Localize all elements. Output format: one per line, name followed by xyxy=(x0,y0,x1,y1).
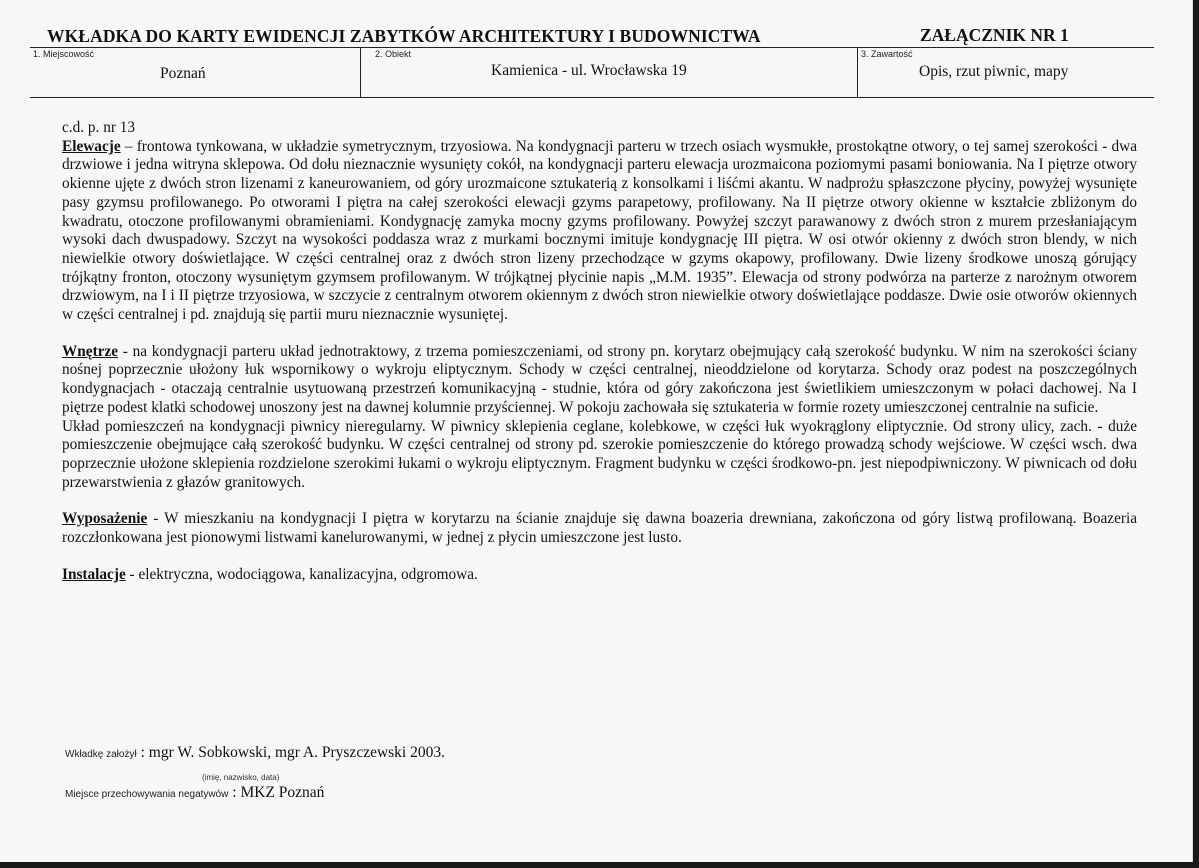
field-value-object: Kamienica - ul. Wrocławska 19 xyxy=(491,62,687,79)
storage-line: Miejsce przechowywania negatywów : MKZ Poznań xyxy=(65,784,325,801)
section-text: - W mieszkaniu na kondygnacji I piętra w korytarzu na ścianie znajduje się dawna boazeria drewniana, zakończona od góry listwą profilowaną. Boazeria rozczłonkowana jest pionowymi listwami kanelurowanymi, w jednej z płycin umieszczone jest lusto. xyxy=(62,510,1137,547)
field-label-object: 2. Obiekt xyxy=(375,49,412,59)
section-heading: Elewacje xyxy=(62,137,121,155)
section-text: - elektryczna, wodociągowa, kanalizacyjna, odgromowa. xyxy=(125,565,478,583)
header-bottom-rule xyxy=(30,97,1154,98)
field-label-contents: 3. Zawartość xyxy=(861,49,913,59)
section-text: – frontowa tynkowana, w układzie symetrycznym, trzyosiowa. Na kondygnacji parteru w trzech osiach wysmukłe, prostokątne otwory, o tej samej szerokości - dwa drzwiowe i jedna witryna sklepowa. Od dołu nieznacznie wysunięty cokół, na kondygnacji parteru elewacja urozmaicona poziomymi pasami boniowania. Na I piętrze otwory okienne ujęte z dwóch stron lizenami z kaneurowaniem, od góry urozmaicone sztukaterią z konsolkami i liśćmi akantu. W nadprożu spłaszczone płyciny, powyżej wysunięte pasy gzymsu profilowanego. Po otworami I piętra na całej szerokości elewacji gzyms parapetowy, profilowany. Na II piętrze otwory okienne w kształcie zbliżonym do kwadratu, otoczone profilowanymi obramieniami. Kondygnację zamyka mocny gzyms profilowany. Powyżej szczyt parawanowy z dwóch stron z murem przesłaniającym wysoki dach dwuspadowy. Szczyt na wysokości poddasza wraz z murkami bocznymi imituje kondygnację III piętra. W osi otwór okienny z dwóch stron blendy, w nich niewielkie otwory doświetlające. W części centralnej oraz z dwóch stron lizeny przechodzące w gzyms okapowy, profilowany. Dwie lizeny środkowe unoszą górujący trójkątny fronton, otoczony wysuniętym gzymsem profilowanym. W trójkątnej płycinie napis „M.M. 1935”. Elewacja od strony podwórza na parterze z narożnym otworem drzwiowym, na I i II piętrze trzyosiowa, w szczycie z centralnym otworem okiennym z dwóch stron niewielkie otwory doświetlające poddasze. Dwie osie otworów okiennych w części centralnej i pd. znajdują się partii muru nieznacznie wysuniętej. xyxy=(62,137,1137,324)
author-label: Wkładkę założył xyxy=(65,749,137,760)
author-value: mgr W. Sobkowski, mgr A. Pryszczewski 2003. xyxy=(148,744,445,761)
field-value-locality: Poznań xyxy=(160,65,206,82)
section-heading: Instalacje xyxy=(62,565,126,583)
section-elevations xyxy=(62,138,1137,325)
header-top-rule xyxy=(30,47,1154,48)
form-title: WKŁADKA DO KARTY EWIDENCJI ZABYTKÓW ARCHITEKTURY I BUDOWNICTWA xyxy=(47,26,761,46)
section-installations xyxy=(62,566,1137,585)
continuation-note: c.d. p. nr 13 xyxy=(62,119,136,136)
section-heading: Wyposażenie xyxy=(62,510,148,528)
annex-number: ZAŁĄCZNIK NR 1 xyxy=(920,25,1069,45)
storage-label: Miejsce przechowywania negatywów xyxy=(65,789,229,800)
field-divider-1 xyxy=(360,47,361,98)
description-body xyxy=(62,119,1137,584)
field-divider-2 xyxy=(857,47,858,98)
author-line: Wkładkę założył : mgr W. Sobkowski, mgr A. Pryszczewski 2003. xyxy=(65,744,445,761)
section-interior-basement: Układ pomieszczeń na kondygnacji piwnicy nieregularny. W piwnicy sklepienia ceglane, kolebkowe, w części łuk wyokrąglony eliptycznie. Od strony ulicy, zach. - duże pomieszczenie obejmujące całą szerokość budynku. W części centralnej od strony pd. szerokie pomieszczenie do którego prowadzą schody wejściowe. W części wsch. dwa poprzecznie ułożone sklepienia rozdzielone szerokimi łukami o wykroju eliptycznym. Fragment budynku w części środkowo-pn. jest niepodpiwniczony. W piwnicach od dołu przewarstwienia z głazów granitowych. xyxy=(62,417,1137,491)
section-text: - na kondygnacji parteru układ jednotraktowy, z trzema pomieszczeniami, od strony pn. korytarz obejmujący całą szerokość budynku. W nim na szerokości ściany nośnej poprzecznie ułożony łuk wspornikowy o wykroju eliptycznym. Schody w części centralnej, nieoddzielone od korytarza. Schody oraz podest na poszczególnych kondygnacjach - otaczają centralnie usytuowaną przestrzeń komunikacyjną - studnie, która od góry zakończona jest świetlikiem umieszczonym w połaci dachowej. Na I piętrze podest klatki schodowej unoszony jest na dawnej kolumnie przyściennej. W pokoju zachowała się sztukateria w formie rozety umieszczonej centralnie na suficie. xyxy=(62,342,1137,416)
storage-value: MKZ Poznań xyxy=(240,784,325,801)
field-label-locality: 1. Miejscowość xyxy=(33,49,95,59)
field-value-contents: Opis, rzut piwnic, mapy xyxy=(919,63,1069,80)
section-heading: Wnętrze xyxy=(62,342,119,360)
section-furnishings xyxy=(62,510,1137,547)
section-interior xyxy=(62,343,1137,418)
author-hint: (imię, nazwisko, data) xyxy=(202,773,280,782)
